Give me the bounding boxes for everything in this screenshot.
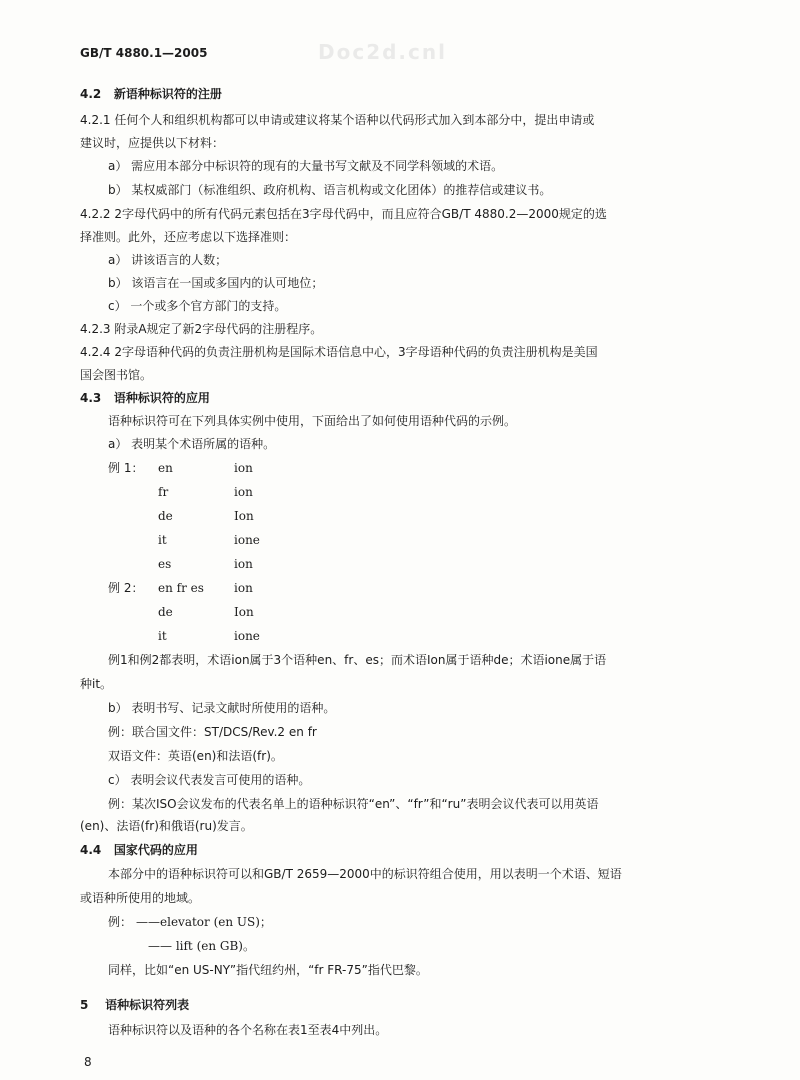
example-label: 例： [108,915,133,929]
paragraph-4-2-4-line1: 4.2.4 2字母语种代码的负责注册机构是国际术语信息中心，3字母语种代码的负责注册机构是美国 [80,345,598,359]
section-heading-4-3 [80,390,210,406]
section-heading-4-4 [80,842,198,858]
paragraph-4-4-line2: 或语种所使用的地域。 [80,891,201,905]
example-line: 例：联合国文件：ST/DCS/Rev.2 en fr [108,725,317,739]
section-number: 4.4 [80,843,102,857]
list-item-a: a） 表明某个术语所属的语种。 [108,437,276,451]
example-code: es [158,557,172,571]
example-code: en [158,461,173,475]
section-number: 5 [80,998,89,1012]
list-item-c: c） 表明会议代表发言可使用的语种。 [108,773,311,787]
list-item-b: b） 该语言在一国或多国内的认可地位； [108,276,324,290]
list-item-b: b） 某权威部门（标准组织、政府机构、语言机构或文化团体）的推荐信或建议书。 [108,183,552,197]
list-item-a: a） 需应用本部分中标识符的现有的大量书写文献及不同学科领域的术语。 [108,159,504,173]
example-code: de [158,605,173,619]
section-title: 国家代码的应用 [113,843,198,857]
explanation-line2: 种it。 [80,677,113,691]
section-heading-4-2 [80,86,222,102]
page-number: 8 [84,1055,92,1069]
paragraph-4-2-4-line2: 国会图书馆。 [80,368,153,382]
paragraph-4-4-note: 同样，比如“en US-NY”指代纽约州，“fr FR-75”指代巴黎。 [108,963,428,977]
section-title: 语种标识符列表 [105,998,190,1012]
example-term: ione [234,629,260,643]
section-heading-5 [80,997,189,1013]
example-code: it [158,533,167,547]
document-id-header: GB/T 4880.1—2005 [80,46,208,60]
list-item-a: a） 讲该语言的人数； [108,253,228,267]
example-term: Ion [234,509,254,523]
example-term: ion [234,461,253,475]
example-line: ——elevator (en US)； [136,915,272,929]
example-term: ion [234,581,253,595]
paragraph-4-2-3: 4.2.3 附录A规定了新2字母代码的注册程序。 [80,322,323,336]
paragraph-4-3-intro: 语种标识符可在下列具体实例中使用，下面给出了如何使用语种代码的示例。 [108,414,517,428]
list-item-c: c） 一个或多个官方部门的支持。 [108,299,287,313]
example-term: ione [234,533,260,547]
watermark: Doc2d.cnl [318,40,447,64]
example-line: —— lift (en GB)。 [148,939,255,953]
example-term: ion [234,485,253,499]
example-code: de [158,509,173,523]
paragraph-4-2-2-line2: 择准则。此外，还应考虑以下选择准则： [80,230,297,244]
paragraph-4-2-1-line2: 建议时，应提供以下材料： [80,136,225,150]
section-number: 4.3 [80,391,102,405]
paragraph-4-4-line1: 本部分中的语种标识符可以和GB/T 2659—2000中的标识符组合使用，用以表明一个术语、短语 [108,867,622,881]
section-number: 4.2 [80,87,102,101]
example-line: 例：某次ISO会议发布的代表名单上的语种标识符“en”、“fr”和“ru”表明会议代表可以用英语 [108,797,599,811]
section-title: 新语种标识符的注册 [113,87,222,101]
paragraph-4-2-1-line1: 4.2.1 任何个人和组织机构都可以申请或建议将某个语种以代码形式加入到本部分中，提出申请或 [80,113,595,127]
example-term: ion [234,557,253,571]
example-line: 双语文件：英语(en)和法语(fr)。 [108,749,283,763]
explanation-line1: 例1和例2都表明，术语ion属于3个语种en、fr、es；而术语Ion属于语种de；术语ione属于语 [108,653,607,667]
example-code: it [158,629,167,643]
example-line: (en)、法语(fr)和俄语(ru)发言。 [80,819,253,833]
example-term: Ion [234,605,254,619]
list-item-b: b） 表明书写、记录文献时所使用的语种。 [108,701,336,715]
example-code: en fr es [158,581,204,595]
example-code: fr [158,485,169,499]
paragraph-5: 语种标识符以及语种的各个名称在表1至表4中列出。 [108,1023,388,1037]
example-2-label: 例 2： [108,581,144,595]
example-1-label: 例 1： [108,461,144,475]
section-title: 语种标识符的应用 [113,391,210,405]
paragraph-4-2-2-line1: 4.2.2 2字母代码中的所有代码元素包括在3字母代码中，而且应符合GB/T 4880.2—2000规定的选 [80,207,607,221]
